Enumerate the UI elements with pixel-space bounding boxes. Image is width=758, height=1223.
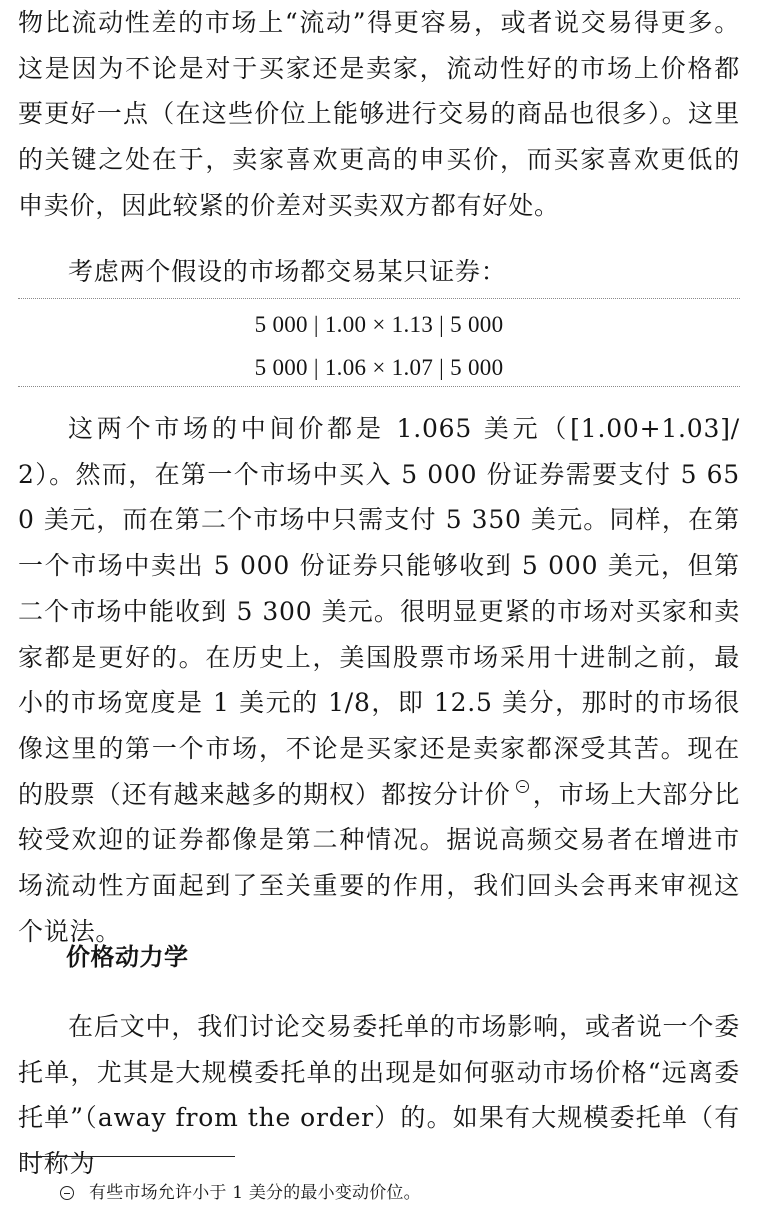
- body-paragraph-1: 物比流动性差的市场上“流动”得更容易，或者说交易得更多。这是因为不论是对于买家还是卖家，流动性好的市场上价格都要更好一点（在这些价位上能够进行交易的商品也很多）。这里的关键之处在于，卖家喜欢更高的申买价，而买家喜欢更低的申卖价，因此较紧的价差对买卖双方都有好处。: [18, 8, 740, 220]
- body-paragraph-3: [18, 406, 740, 954]
- order-book-market-2: 5 000 | 1.06 × 1.07 | 5 000: [254, 355, 504, 380]
- section-heading: 价格动力学: [66, 943, 189, 971]
- footnote-text: 有些市场允许小于 1 美分的最小变动价位。: [89, 1183, 421, 1203]
- footnote-reference-icon[interactable]: [516, 780, 529, 793]
- paragraph-3-text-before-footnote: 这两个市场的中间价都是 1.065 美元（[1.00+1.03]/2）。然而，在第一个市场中买入 5 000 份证券需要支付 5 650 美元，而在第二个市场中只需支付 5 350 美元。同样，在第一个市场中卖出 5 000 份证券只能够收到 5 000 美元，但第二个市场中能收到 5 300 美元。很明显更紧的市场对买家和卖家都是更好的。在历史上，美国股票市场采用十进制之前，最小的市场宽度是 1 美元的 1/8，即 12.5 美分，那时的市场很像这里的第一个市场，不论是买家还是卖家都深受其苦。现在的股票（还有越来越多的期权）都按分计价: [18, 414, 740, 809]
- paragraph-3-text-after-footnote: ，市场上大部分比较受欢迎的证券都像是第二种情况。据说高频交易者在增进市场流动性方面起到了至关重要的作用，我们回头会再来审视这个说法。: [18, 779, 740, 946]
- quote-top-rule: [18, 298, 740, 299]
- body-paragraph-2: 考虑两个假设的市场都交易某只证券：: [68, 257, 507, 286]
- quote-bottom-rule: [18, 386, 740, 387]
- footnote-separator: [22, 1156, 235, 1157]
- footnote: [60, 1181, 421, 1205]
- body-paragraph-4: 在后文中，我们讨论交易委托单的市场影响，或者说一个委托单，尤其是大规模委托单的出现是如何驱动市场价格“远离委托单”（away from the order）的。如果有大规模委托单（有时称为: [18, 1012, 740, 1179]
- order-book-market-1: 5 000 | 1.00 × 1.13 | 5 000: [254, 312, 504, 337]
- footnote-marker-icon: [60, 1186, 74, 1200]
